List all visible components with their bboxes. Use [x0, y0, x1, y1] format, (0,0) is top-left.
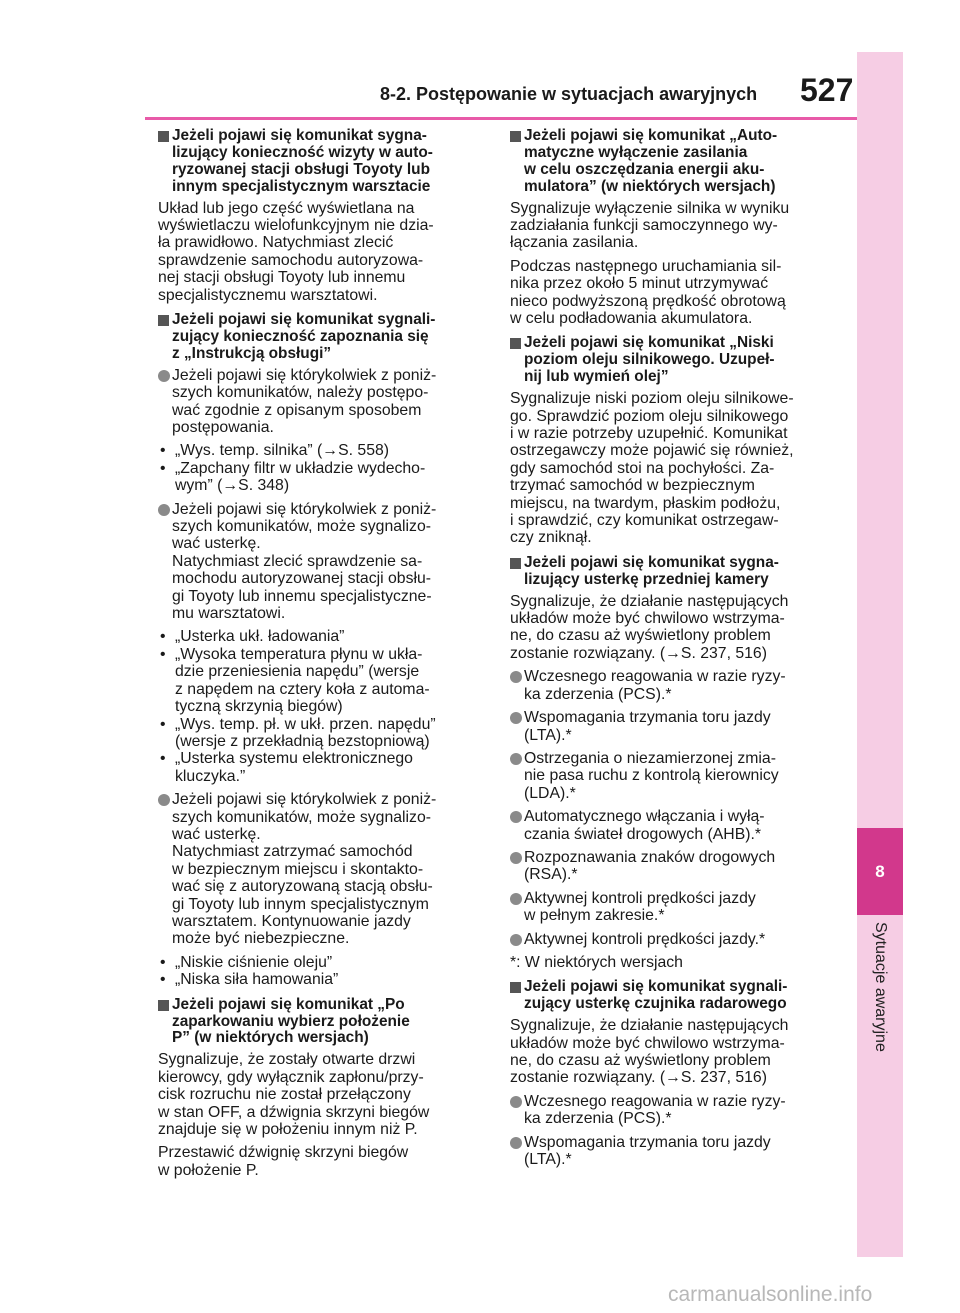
paragraph: Sygnalizuje, że zostały otwarte drzwi kierowcy, gdy wyłącznik zapłonu/przy- cisk rozruchu nie został przełączony w stan OFF, a dźwignia skrzyni biegów znajduje się w położeniu innym niż P.	[158, 1051, 430, 1138]
list-item: • „Wys. temp. silnika” (→S. 558)	[160, 442, 390, 460]
message-list	[158, 442, 490, 494]
chapter-number: 8	[875, 861, 885, 881]
list-item: Jeżeli pojawi się którykolwiek z poniż- szych komunikatów, może sygnalizo- wać usterkę. Natychmiast zatrzymać samochód w bezpiecznym miejscu i skontakto- wać się z autoryzowaną stacją obsłu- gi Toyoty lub innym specjalistycznym warsztatem. Kontynuowanie jazdy może być niebezpieczne.	[158, 791, 490, 948]
list-item: Automatycznego włączania i wyłą- czania świateł drogowych (AHB).*	[510, 808, 842, 843]
list-item: Wczesnego reagowania w razie ryzy- ka zderzenia (PCS).*	[510, 668, 842, 703]
circle-bullet-icon	[510, 753, 522, 765]
section-heading: Jeżeli pojawi się komunikat sygnali- zujący usterkę czujnika radarowego	[510, 979, 842, 1013]
list-item: Jeżeli pojawi się którykolwiek z poniż- szych komunikatów, może sygnalizo- wać usterkę. Natychmiast zlecić sprawdzenie sa- mochodu autoryzowanej stacji obsłu- gi Toyoty lub innemu specjalistyczne- mu warsztatowi.	[158, 501, 490, 623]
circle-bullet-icon	[158, 370, 170, 382]
circle-bullet-icon	[510, 712, 522, 724]
paragraph: Układ lub jego część wyświetlana na wyświetlaczu wielofunkcyjnym nie dzia- ła prawidłowo. Natychmiast zlecić sprawdzenie samochodu autoryzowa- nej stacji obsługi Toyoty lub innemu specjalistycznemu warsztatowi.	[158, 199, 434, 304]
list-item: • „Wys. temp. pł. w ukł. przen. napędu” (wersje z przekładnią bezstopniową)	[160, 715, 436, 750]
list-item: Wspomagania trzymania toru jazdy (LTA).*	[510, 1134, 842, 1169]
chapter-name: Sytuacje awaryjne	[872, 922, 889, 1052]
list-item: Ostrzegania o niezamierzonej zmia- nie pasa ruchu z kontrolą kierownicy (LDA).*	[510, 750, 842, 802]
list-item: Aktywnej kontroli prędkości jazdy w pełnym zakresie.*	[510, 890, 842, 925]
list-item: • „Usterka systemu elektronicznego kluczyka.”	[160, 750, 413, 785]
circle-bullet-icon	[510, 934, 522, 946]
section-heading: Jeżeli pojawi się komunikat sygnali- zujący konieczność zapoznania się z „Instrukcją obsługi”	[158, 312, 490, 363]
section-heading: Jeżeli pojawi się komunikat sygna- lizujący konieczność wizyty w auto- ryzowanej stacji obsługi Toyoty lub innym specjalistycznym warsztacie	[158, 128, 490, 196]
section-heading: Jeżeli pojawi się komunikat „Niski poziom oleju silnikowego. Uzupeł- nij lub wymień olej”	[510, 335, 842, 386]
page-number: 527	[800, 72, 854, 108]
square-bullet-icon	[510, 131, 521, 142]
list-item: Jeżeli pojawi się którykolwiek z poniż- szych komunikatów, należy postępo- wać zgodnie z opisanym sposobem postępowania.	[158, 367, 490, 437]
square-bullet-icon	[510, 338, 521, 349]
message-list	[158, 628, 490, 785]
watermark: carmanualsonline.info	[668, 1283, 873, 1306]
list-item: • „Usterka ukł. ładowania”	[160, 628, 345, 646]
circle-bullet-icon	[510, 1137, 522, 1149]
square-bullet-icon	[158, 1000, 169, 1011]
circle-bullet-icon	[510, 852, 522, 864]
message-list	[158, 954, 490, 989]
list-item: • „Niska siła hamowania”	[160, 971, 339, 989]
circle-bullet-icon	[158, 794, 170, 806]
paragraph: Sygnalizuje, że działanie następujących układów może być chwilowo wstrzyma- ne, do czasu aż wyświetlony problem zostanie rozwiązany. (→S. 237, 516)	[510, 1017, 789, 1087]
square-bullet-icon	[510, 558, 521, 569]
paragraph: Sygnalizuje wyłączenie silnika w wyniku zadziałania funkcji samoczynnego wy- łączania zasilania.	[510, 199, 790, 252]
square-bullet-icon	[158, 315, 169, 326]
right-column	[510, 126, 842, 1174]
circle-bullet-icon	[510, 893, 522, 905]
section-heading: Jeżeli pojawi się komunikat „Auto- matyczne wyłączenie zasilania w celu oszczędzania energii aku- mulatora” (w niektórych wersjach)	[510, 128, 842, 196]
paragraph: Sygnalizuje, że działanie następujących układów może być chwilowo wstrzyma- ne, do czasu aż wyświetlony problem zostanie rozwiązany. (→S. 237, 516)	[510, 592, 789, 662]
left-column	[158, 126, 490, 1185]
list-item: Rozpoznawania znaków drogowych (RSA).*	[510, 849, 842, 884]
list-item: Aktywnej kontroli prędkości jazdy.*	[510, 931, 842, 948]
circle-bullet-icon	[510, 1096, 522, 1108]
header-rule	[145, 117, 857, 120]
section-title: 8-2. Postępowanie w sytuacjach awaryjnych	[380, 84, 758, 104]
paragraph: Podczas następnego uruchamiania sil- nika przez około 5 minut utrzymywać nieco podwyższoną prędkość obrotową w celu podładowania akumulatora.	[510, 257, 786, 328]
section-heading: Jeżeli pojawi się komunikat sygna- lizujący usterkę przedniej kamery	[510, 555, 842, 589]
chapter-tab[interactable]	[857, 828, 903, 915]
square-bullet-icon	[158, 131, 169, 142]
list-item: • „Wysoka temperatura płynu w ukła- dzie przeniesienia napędu” (wersje z napędem na cztery koła z automa- tyczną skrzynią biegów)	[160, 645, 430, 716]
list-item: Wspomagania trzymania toru jazdy (LTA).*	[510, 709, 842, 744]
paragraph: Przestawić dźwignię skrzyni biegów w położenie P.	[158, 1144, 409, 1179]
circle-bullet-icon	[510, 671, 522, 683]
circle-bullet-icon	[158, 504, 170, 516]
section-heading: Jeżeli pojawi się komunikat „Po zaparkowaniu wybierz położenie P” (w niektórych wersjach)	[158, 997, 490, 1048]
list-item: • „Niskie ciśnienie oleju”	[160, 953, 333, 971]
paragraph: Sygnalizuje niski poziom oleju silnikowe- go. Sprawdzić poziom oleju silnikowego i w razie potrzeby uzupełnić. Komunikat ostrzegawczy może pojawić się również, gdy samochód stoi na pochyłości. Za- trzymać samochód w bezpiecznym miejscu, na twardym, płaskim podłożu, i sprawdzić, czy komunikat ostrzegaw- czy zniknął.	[510, 390, 794, 547]
circle-bullet-icon	[510, 811, 522, 823]
footnote: *: W niektórych wersjach	[510, 953, 683, 971]
list-item: Wczesnego reagowania w razie ryzy- ka zderzenia (PCS).*	[510, 1093, 842, 1128]
side-strip	[857, 52, 903, 1257]
square-bullet-icon	[510, 982, 521, 993]
list-item: • „Zapchany filtr w układzie wydecho- wym” (→S. 348)	[160, 459, 426, 495]
